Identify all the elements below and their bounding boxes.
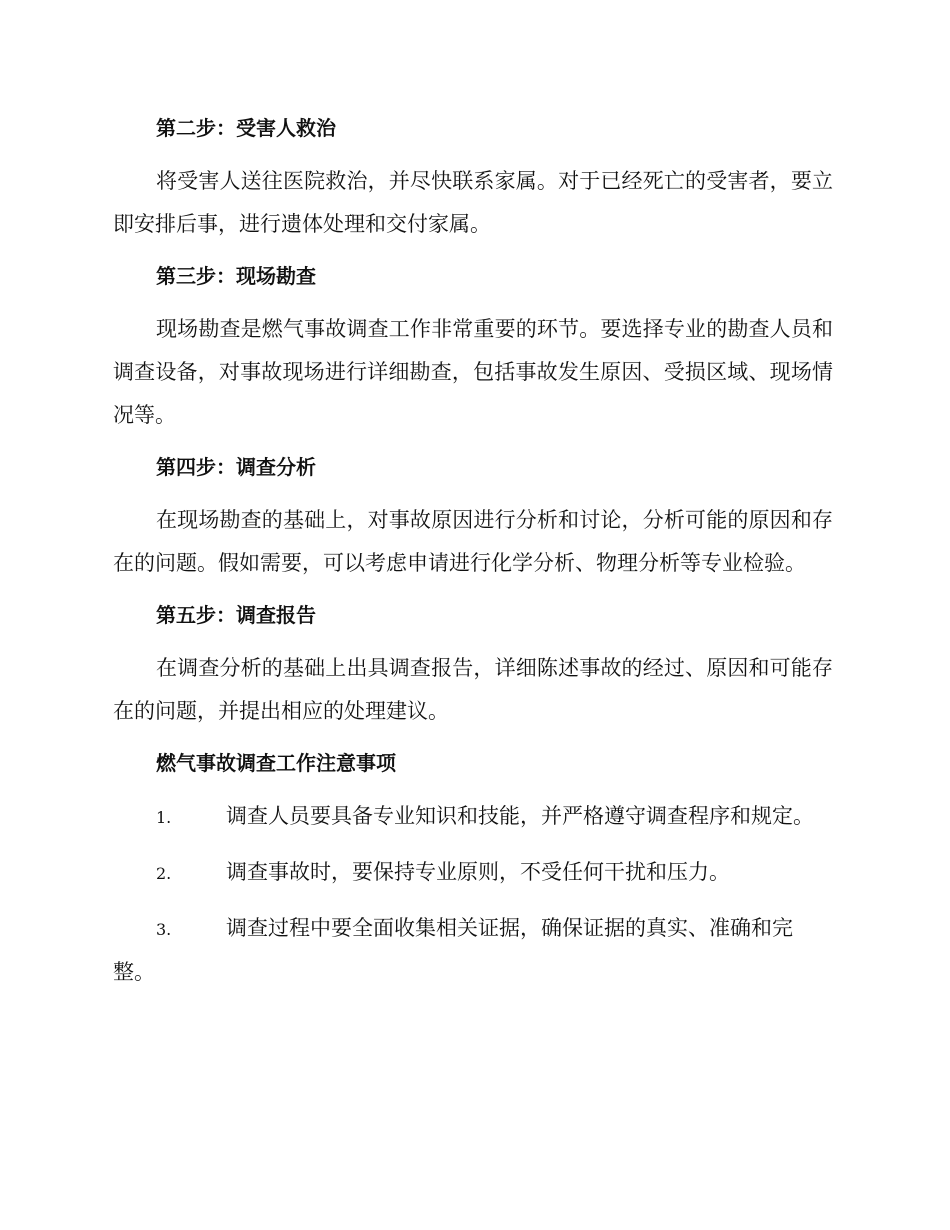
section-step-5 [113,595,833,733]
document-page [113,108,833,1006]
section-paragraph: 在调查分析的基础上出具调查报告，详细陈述事故的经过、原因和可能存在的问题，并提出相应的处理建议。 [113,656,833,723]
list-item [113,795,833,839]
list-item [113,907,833,994]
section-paragraph: 现场勘查是燃气事故调查工作非常重要的环节。要选择专业的勘查人员和调查设备，对事故现场进行详细勘查，包括事故发生原因、受损区域、现场情况等。 [113,317,833,427]
notes-list [113,795,833,994]
section-step-4 [113,447,833,585]
list-item-number: 1. [156,808,172,827]
notes-heading: 燃气事故调查工作注意事项 [156,751,396,775]
list-item-text: 调查过程中要全面收集相关证据，确保证据的真实、准确和完整。 [113,916,793,984]
section-step-3 [113,256,833,437]
section-paragraph: 将受害人送往医院救治，并尽快联系家属。对于已经死亡的受害者，要立即安排后事，进行遗体处理和交付家属。 [113,169,833,236]
section-step-2 [113,108,833,246]
list-item-number: 2. [156,864,172,883]
list-item-number: 3. [156,920,172,939]
list-item-text: 调查人员要具备专业知识和技能，并严格遵守调查程序和规定。 [226,804,814,828]
section-paragraph: 在现场勘查的基础上，对事故原因进行分析和讨论，分析可能的原因和存在的问题。假如需要，可以考虑申请进行化学分析、物理分析等专业检验。 [113,508,833,575]
section-heading: 第三步：现场勘查 [156,264,316,288]
notes-section [113,743,833,994]
section-heading: 第二步：受害人救治 [156,116,336,140]
section-heading: 第四步：调查分析 [156,455,316,479]
section-heading: 第五步：调查报告 [156,603,316,627]
list-item [113,851,833,895]
list-item-text: 调查事故时，要保持专业原则，不受任何干扰和压力。 [226,860,730,884]
